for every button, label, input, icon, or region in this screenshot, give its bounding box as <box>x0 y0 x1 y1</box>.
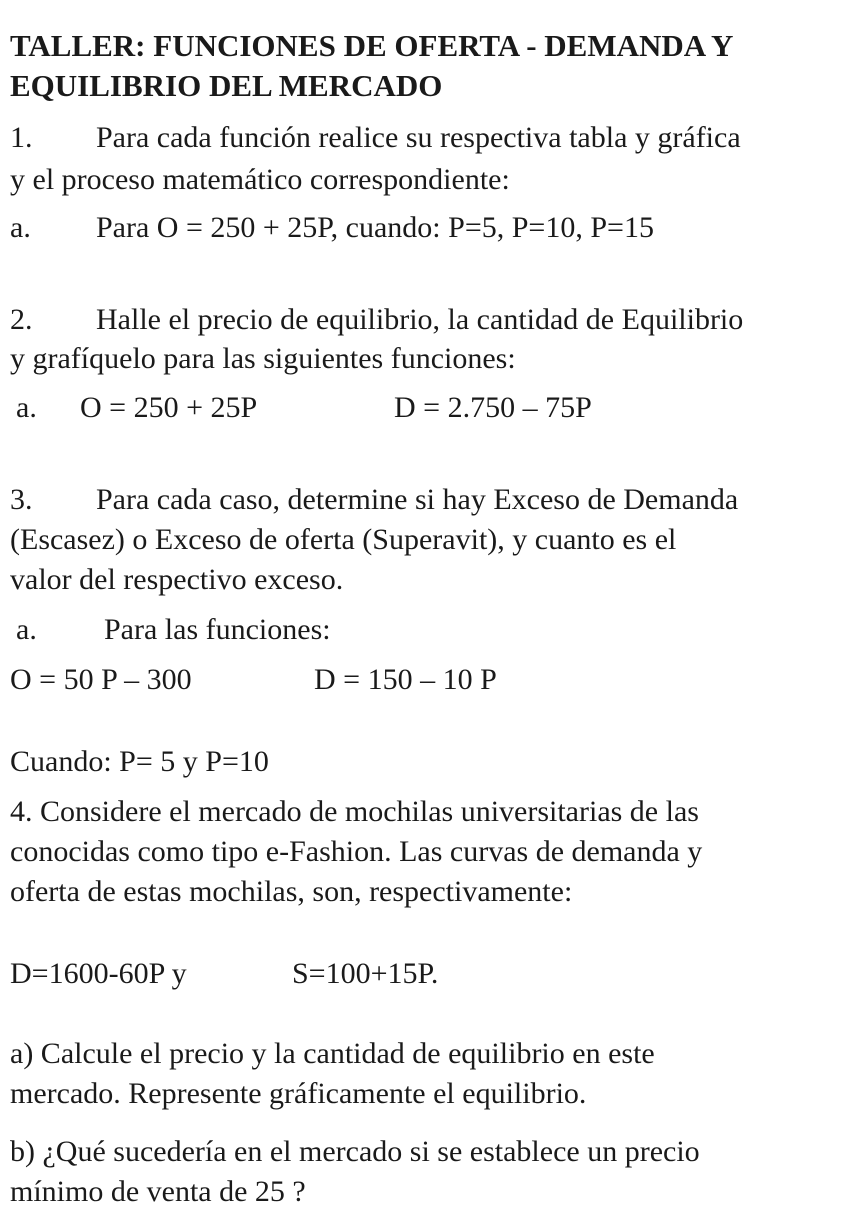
q4-text-line-1: 4. Considere el mercado de mochilas universitarias de las <box>10 795 699 828</box>
q2-demand-function: D = 2.750 – 75P <box>394 391 592 424</box>
q3-a-text: Para las funciones: <box>104 613 331 646</box>
q4-text-line-2: conocidas como tipo e-Fashion. Las curvas de demanda y <box>10 835 703 868</box>
q1-a-label: a. <box>10 211 31 244</box>
q4-b-line-2: mínimo de venta de 25 ? <box>10 1175 306 1208</box>
document-title-line-1: TALLER: FUNCIONES DE OFERTA - DEMANDA Y <box>10 28 734 63</box>
q3-when-text: Cuando: P= 5 y P=10 <box>10 745 269 778</box>
q3-supply-function: O = 50 P – 300 <box>10 663 192 696</box>
q3-number: 3. <box>10 483 33 516</box>
q2-a-label: a. <box>16 391 37 424</box>
q3-demand-function: D = 150 – 10 P <box>314 663 497 696</box>
q1-text-line-1: Para cada función realice su respectiva tabla y gráfica <box>96 121 741 154</box>
q3-text-line-3: valor del respectivo exceso. <box>10 563 344 596</box>
q3-a-label: a. <box>16 613 37 646</box>
q1-number: 1. <box>10 121 33 154</box>
q2-supply-function: O = 250 + 25P <box>80 391 258 424</box>
q2-text-line-2: y grafíquelo para las siguientes funciones: <box>10 342 516 375</box>
q4-text-line-3: oferta de estas mochilas, son, respectivamente: <box>10 875 573 908</box>
q1-text-line-2: y el proceso matemático correspondiente: <box>10 163 510 196</box>
q4-demand-function: D=1600-60P y <box>10 957 187 990</box>
q1-a-text: Para O = 250 + 25P, cuando: P=5, P=10, P=15 <box>96 211 654 244</box>
q4-a-line-2: mercado. Represente gráficamente el equilibrio. <box>10 1077 587 1110</box>
q3-text-line-2: (Escasez) o Exceso de oferta (Superavit), y cuanto es el <box>10 523 677 556</box>
q2-text-line-1: Halle el precio de equilibrio, la cantidad de Equilibrio <box>96 303 744 336</box>
q4-supply-function: S=100+15P. <box>292 957 439 990</box>
q3-text-line-1: Para cada caso, determine si hay Exceso de Demanda <box>96 483 739 516</box>
q4-a-line-1: a) Calcule el precio y la cantidad de equilibrio en este <box>10 1037 655 1070</box>
q4-b-line-1: b) ¿Qué sucedería en el mercado si se establece un precio <box>10 1135 700 1168</box>
q2-number: 2. <box>10 303 33 336</box>
document-title-line-2: EQUILIBRIO DEL MERCADO <box>10 68 443 103</box>
